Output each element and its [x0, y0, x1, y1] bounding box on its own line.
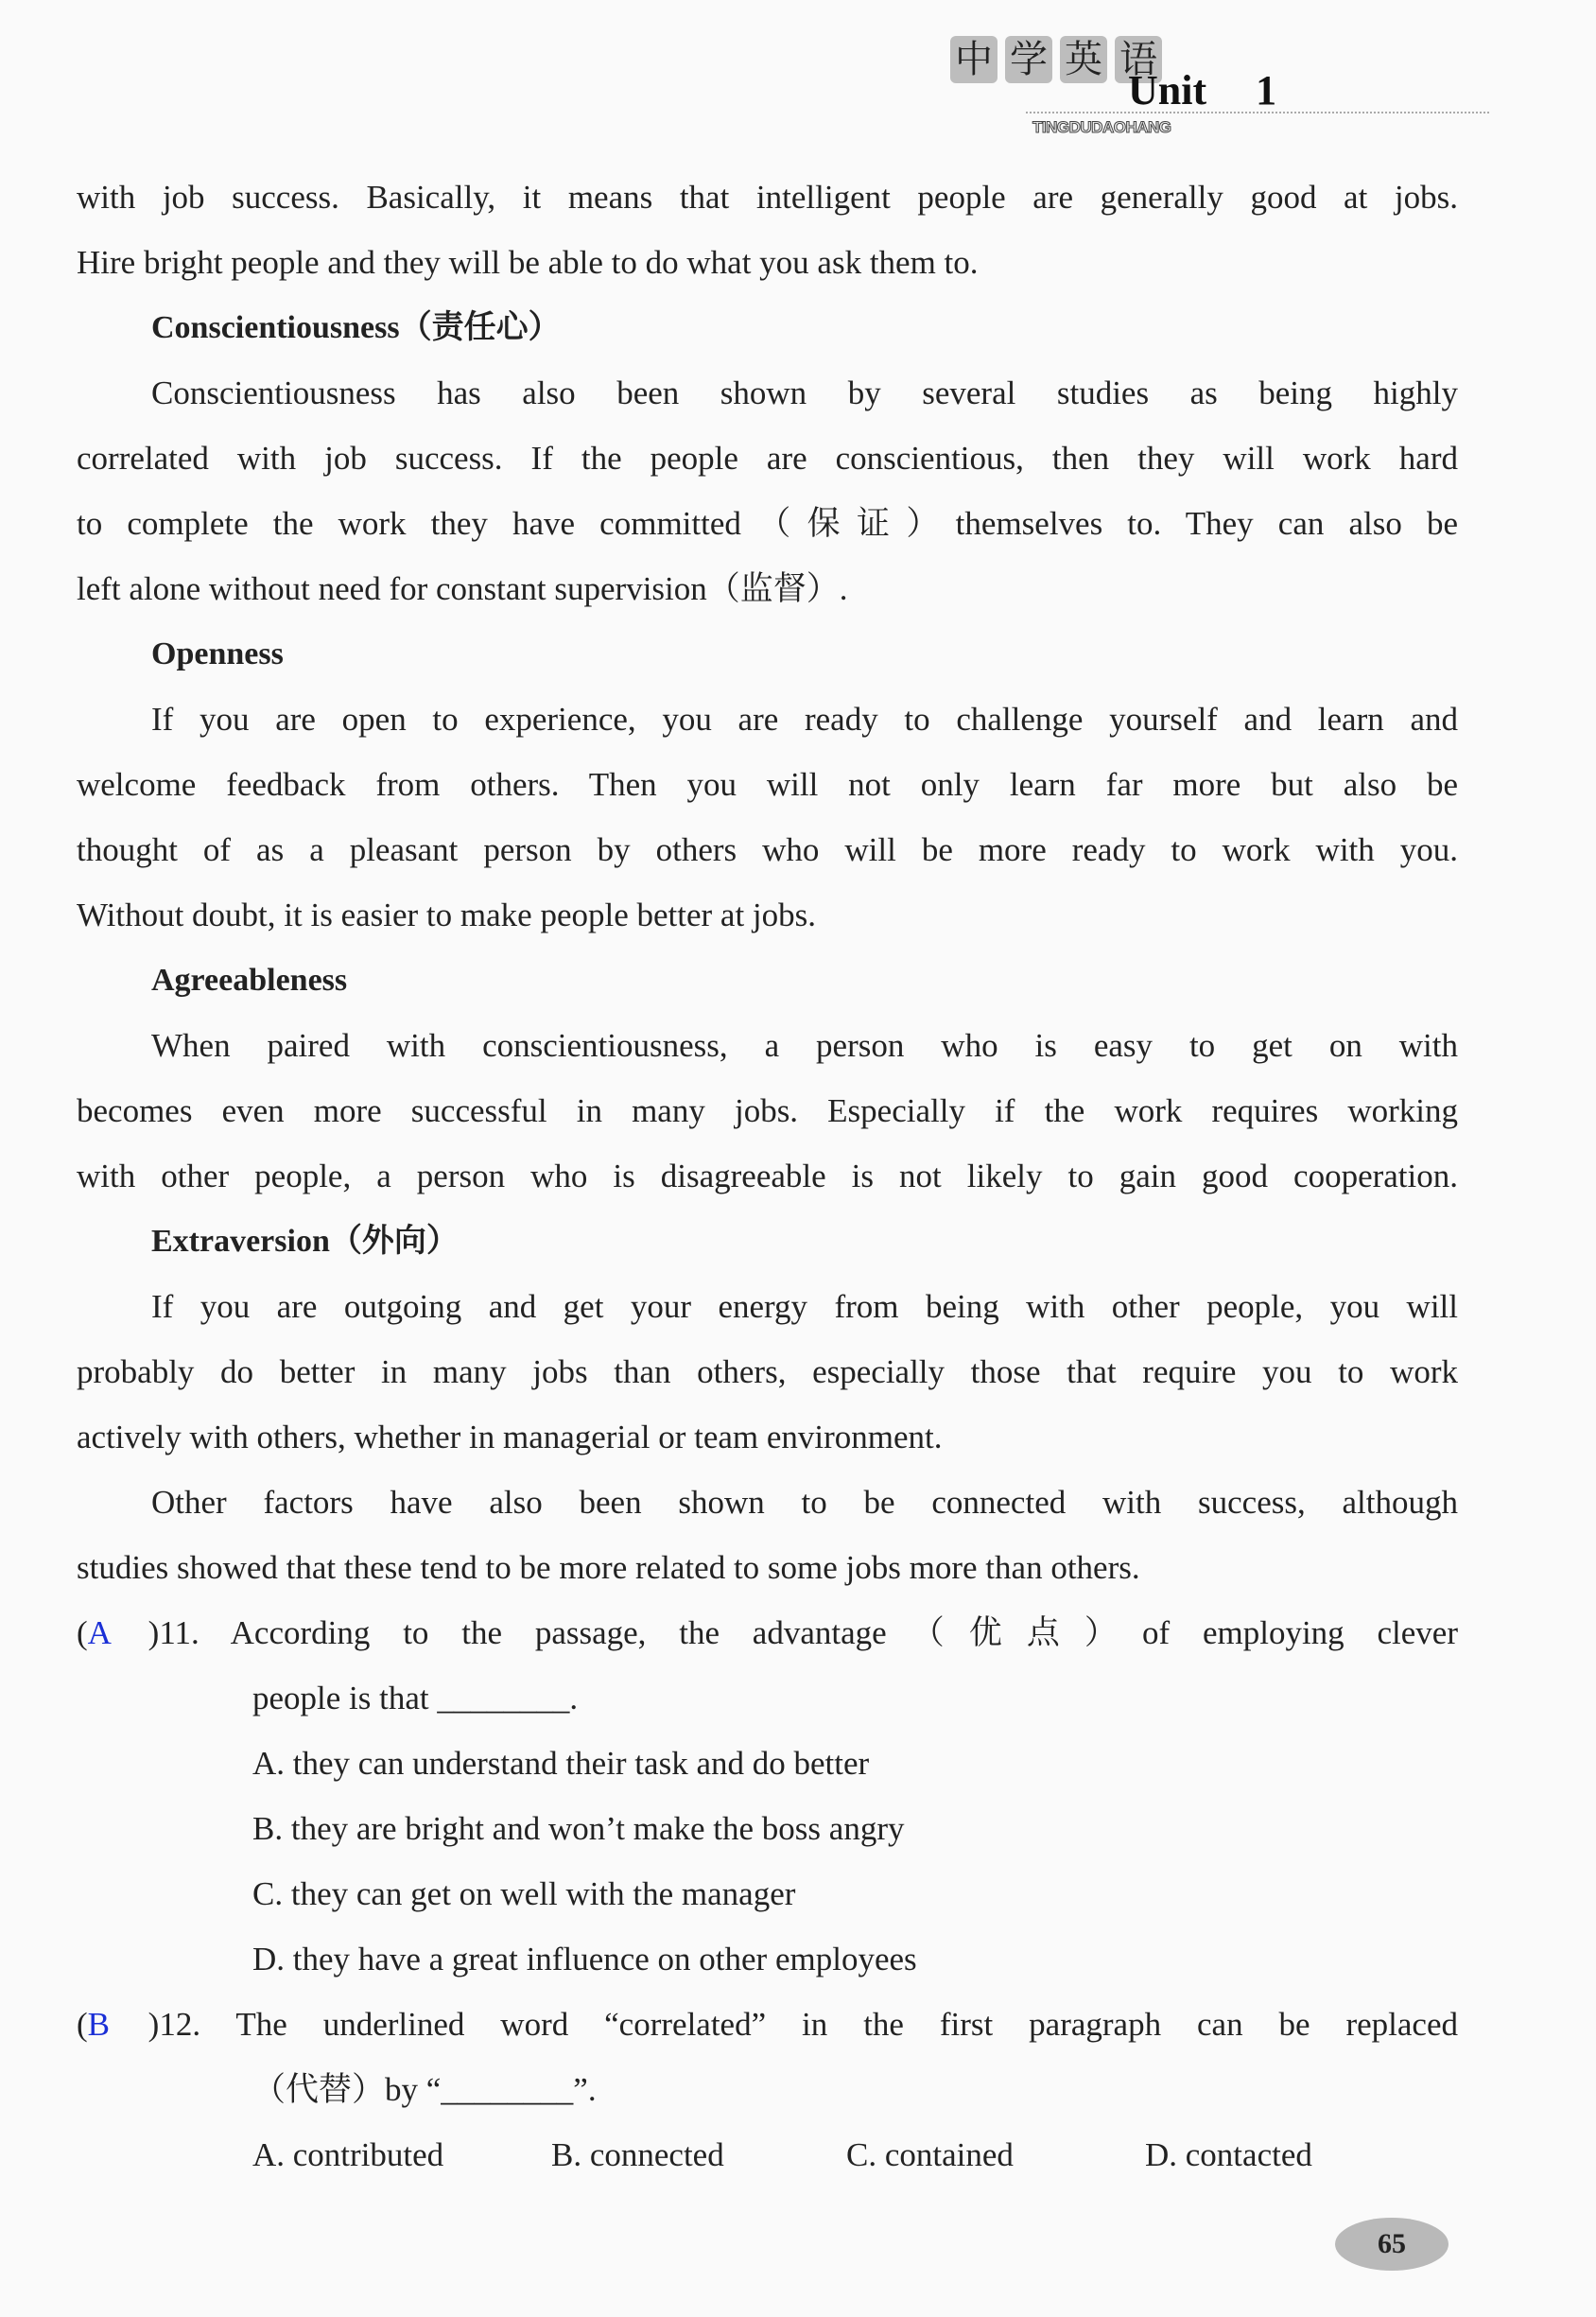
- question-text: The underlined word “correlated” in the first paragraph can be replaced: [235, 2006, 1458, 2043]
- question-number: )11.: [147, 1614, 200, 1651]
- passage-line: When paired with conscientiousness, a person who is easy to get on with: [151, 1027, 1458, 1064]
- passage-line: Without doubt, it is easier to make people better at jobs.: [77, 897, 817, 933]
- answer-option: A. they can understand their task and do better: [252, 1745, 870, 1782]
- passage-line: correlated with job success. If the people are conscientious, then they will work hard: [77, 440, 1458, 477]
- section-heading: Conscientiousness（责任心）: [151, 310, 561, 345]
- page-number: 65: [1335, 2218, 1449, 2271]
- passage-line: with other people, a person who is disagreeable is not likely to gain good cooperation.: [77, 1158, 1458, 1194]
- question-stem: [77, 1992, 1458, 2057]
- answer-mark: A: [87, 1614, 112, 1651]
- page-header: [950, 28, 1499, 142]
- section-heading: Extraversion（外向）: [151, 1224, 459, 1259]
- page-content: [77, 165, 1458, 2187]
- passage-line: If you are open to experience, you are ready to challenge yourself and learn and: [151, 701, 1458, 738]
- header-divider: [1026, 112, 1489, 113]
- question-text: According to the passage, the advantage（优点）of employing clever: [230, 1614, 1458, 1651]
- question-text: （代替）by “________”.: [252, 2071, 597, 2108]
- passage-line: left alone without need for constant supervision（监督）.: [77, 570, 848, 607]
- answer-option: D. contacted: [1145, 2136, 1312, 2173]
- passage-line: becomes even more successful in many jobs. Especially if the work requires working: [77, 1092, 1458, 1129]
- answer-mark: B: [87, 2006, 111, 2043]
- answer-option: C. they can get on well with the manager: [252, 1875, 796, 1912]
- title-char: 英: [1060, 36, 1107, 83]
- passage-line: If you are outgoing and get your energy from being with other people, you will: [151, 1288, 1458, 1325]
- title-char: 学: [1005, 36, 1052, 83]
- question-stem: [77, 1600, 1458, 1665]
- passage-line: welcome feedback from others. Then you will not only learn far more but also be: [77, 766, 1458, 803]
- question-text: people is that ________.: [252, 1680, 579, 1716]
- passage-line: probably do better in many jobs than others, especially those that require you to work: [77, 1353, 1458, 1390]
- answer-option: B. they are bright and won’t make the boss angry: [252, 1810, 905, 1847]
- answer-paren: (: [77, 2006, 88, 2043]
- answer-paren: (: [77, 1614, 88, 1651]
- title-char: 中: [950, 36, 998, 83]
- unit-text: Unit: [1128, 67, 1207, 113]
- unit-label: [1128, 66, 1276, 114]
- header-subtitle: TINGDUDAOHANG: [1032, 118, 1171, 136]
- answer-option: B. connected: [551, 2136, 724, 2173]
- passage-line: Hire bright people and they will be able to do what you ask them to.: [77, 244, 979, 281]
- passage-line: Other factors have also been shown to be connected with success, although: [151, 1484, 1458, 1521]
- answer-option: C. contained: [846, 2136, 1014, 2173]
- question-number: )12.: [147, 2006, 201, 2043]
- answer-options: [77, 2122, 1458, 2187]
- answer-option: A. contributed: [252, 2136, 444, 2173]
- answer-option: D. they have a great influence on other employees: [252, 1941, 917, 1977]
- passage-line: actively with others, whether in managerial or team environment.: [77, 1419, 943, 1455]
- section-heading: Openness: [151, 636, 284, 671]
- passage-line: studies showed that these tend to be more related to some jobs more than others.: [77, 1549, 1140, 1586]
- passage-line: with job success. Basically, it means that intelligent people are generally good at jobs.: [77, 179, 1458, 216]
- passage-line: to complete the work they have committed（保证）themselves to. They can also be: [77, 505, 1458, 542]
- section-heading: Agreeableness: [151, 963, 348, 998]
- passage-line: thought of as a pleasant person by others who will be more ready to work with you.: [77, 831, 1458, 868]
- passage-line: Conscientiousness has also been shown by several studies as being highly: [151, 375, 1458, 411]
- title-char: 语: [1115, 36, 1162, 83]
- unit-number: 1: [1256, 67, 1277, 113]
